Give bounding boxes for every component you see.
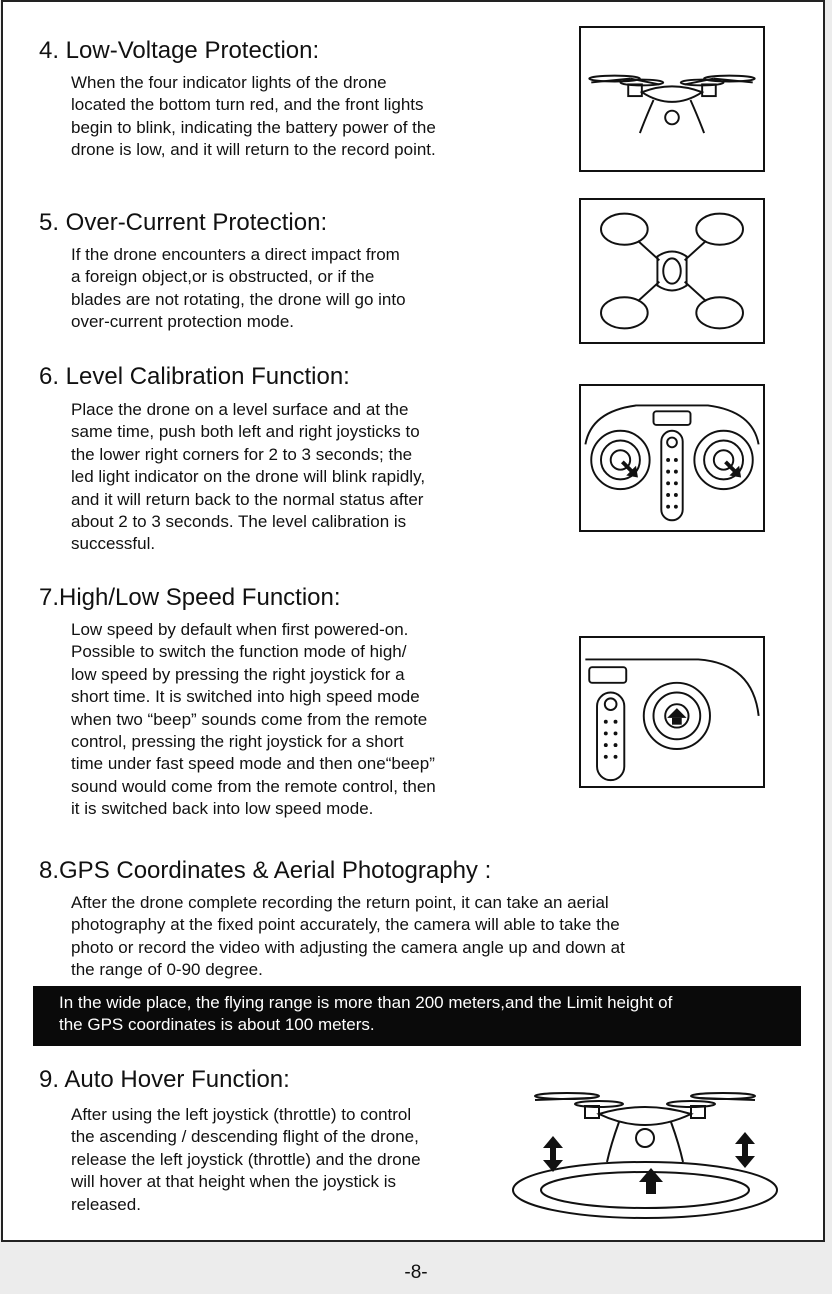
heading-gps-photography: 8.GPS Coordinates & Aerial Photography : <box>39 857 492 884</box>
range-note-banner: In the wide place, the flying range is more than 200 meters,and the Limit height of the GPS coordinates is about 100 meters. <box>33 986 801 1046</box>
remote-controller-icon <box>581 386 763 530</box>
text-level-calibration: Place the drone on a level surface and at the same time, push both left and right joysticks to the lower right corners for 2 to 3 seconds; the led light indicator on the drone will blink rapidly, and it will return back to the normal status after about 2 to 3 seconds. The level calibration is successful. <box>71 400 426 554</box>
drone-top-icon <box>581 200 763 342</box>
text-speed-function: Low speed by default when first powered-on. Possible to switch the function mode of high/ low speed by pressing the right joystick for a short time. It is switched into high speed mode when two “beep” sounds come from the remote control, pressing the right joystick for a short time under fast speed mode and then one“beep” sound would come from the remote control, then it is switched back into low speed mode. <box>71 620 436 819</box>
hover-illustration <box>507 1078 783 1224</box>
heading-level-calibration: 6. Level Calibration Function: <box>39 363 350 390</box>
text-over-current: If the drone encounters a direct impact from a foreign object,or is obstructed, or if the blades are not rotating, the drone will go into over-current protection mode. <box>71 245 406 332</box>
heading-speed-function: 7.High/Low Speed Function: <box>39 584 341 611</box>
controller-speed-illustration <box>579 636 765 788</box>
heading-auto-hover: 9. Auto Hover Function: <box>39 1066 290 1093</box>
text-auto-hover: After using the left joystick (throttle) to control the ascending / descending flight of the drone, release the left joystick (throttle) and the drone will hover at that height when the joystick is released. <box>71 1105 421 1214</box>
drone-side-icon <box>581 28 763 170</box>
controller-calibration-illustration <box>579 384 765 532</box>
page-number: -8- <box>404 1262 428 1283</box>
right-joystick-icon <box>581 638 763 786</box>
text-gps-photography: After the drone complete recording the return point, it can take an aerial photography at the fixed point accurately, the camera will able to take the photo or record the video with adjusting the camera angle up and down at the range of 0-90 degree. <box>71 893 625 980</box>
drone-top-illustration <box>579 198 765 344</box>
text-low-voltage: When the four indicator lights of the drone located the bottom turn red, and the front lights begin to blink, indicating the battery power of the drone is low, and it will return to the record point. <box>71 73 436 160</box>
drone-side-illustration <box>579 26 765 172</box>
heading-over-current: 5. Over-Current Protection: <box>39 209 328 236</box>
heading-low-voltage: 4. Low-Voltage Protection: <box>39 37 320 64</box>
manual-page <box>1 0 825 1242</box>
hovering-drone-icon <box>507 1078 783 1224</box>
